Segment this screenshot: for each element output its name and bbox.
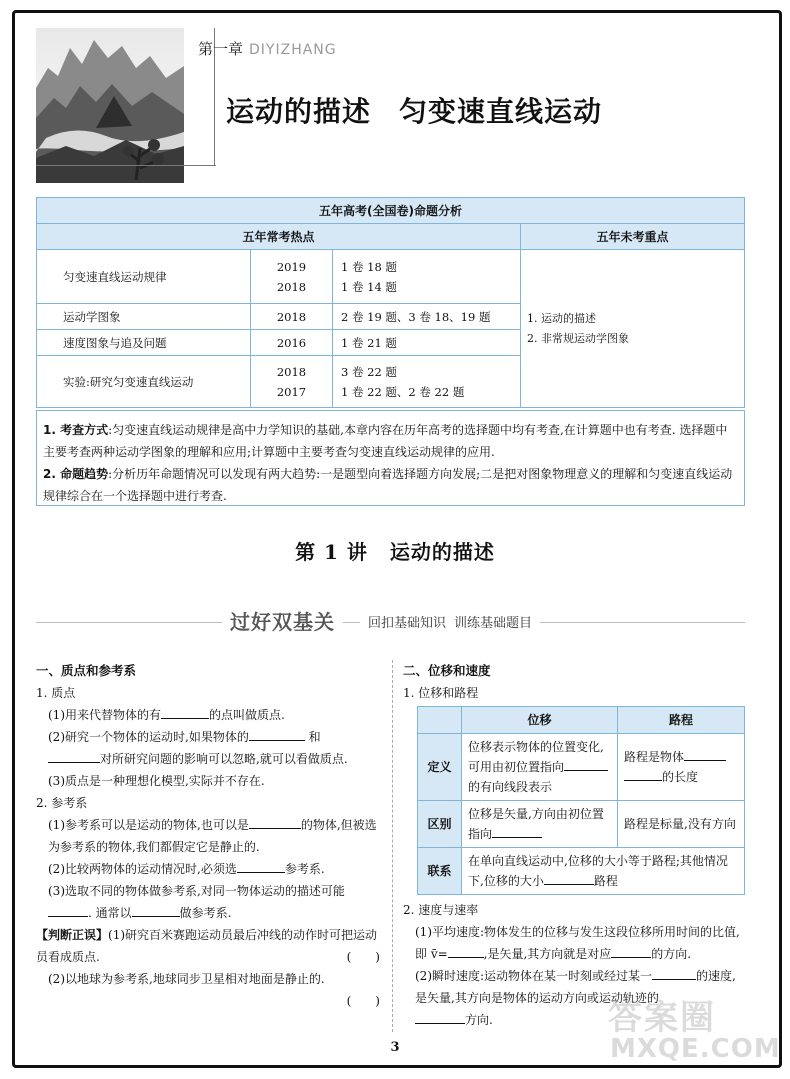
text: (2)比较两物体的运动情况时,必须选 — [48, 862, 237, 876]
text: 方向. — [465, 1013, 493, 1027]
note-trend — [43, 463, 738, 507]
fill-blank[interactable] — [564, 759, 608, 771]
paragraph — [403, 921, 745, 965]
paper-cell: 1 卷 14 题 — [341, 279, 397, 294]
answer-paren-row — [36, 990, 380, 1012]
fill-blank[interactable] — [132, 905, 180, 917]
text: 对所研究问题的影响可以忽略,就可以看做质点. — [100, 752, 348, 766]
fill-blank[interactable] — [237, 861, 285, 873]
note-text: :分析历年命题情况可以发现有两大趋势:一是题型向着选择题方向发展;二是把对图象物理意义的理解和匀变速直线运动规律综合在一个选择题中进行考查. — [43, 467, 733, 503]
text: (3)选取不同的物体做参考系,对同一物体运动的描述可能 — [48, 884, 345, 898]
paragraph — [36, 748, 380, 770]
text: 路程是标量,没有方向 — [618, 801, 745, 848]
table-row — [418, 801, 745, 848]
paragraph — [36, 858, 380, 880]
right-column — [403, 660, 745, 1031]
fill-blank[interactable] — [161, 707, 209, 719]
banner-subtitle — [360, 612, 540, 631]
row-label: 定义 — [418, 734, 462, 801]
text: ,是矢量,其方向就是对应 — [483, 947, 612, 961]
fill-blank[interactable] — [249, 729, 305, 741]
table-row — [418, 848, 745, 895]
fill-blank[interactable] — [249, 817, 301, 829]
lecture-number: 第 1 讲 — [295, 540, 368, 564]
left-column — [36, 660, 380, 1012]
fill-blank[interactable] — [652, 968, 696, 980]
watermark-logo — [600, 990, 780, 1070]
paper-cell: 1 卷 21 题 — [333, 330, 521, 356]
exam-analysis-table — [36, 197, 745, 408]
subsection-title: 1. 位移和路程 — [403, 686, 479, 700]
text: 的方向. — [651, 947, 692, 961]
text: 路程 — [593, 874, 618, 888]
analysis-notes — [36, 410, 745, 506]
section-title: 二、位移和速度 — [403, 663, 491, 678]
untested-header: 五年未考重点 — [521, 224, 745, 250]
header-path: 路程 — [618, 707, 745, 734]
text: 位移是矢量,方向由初位置指向 — [468, 807, 604, 841]
banner-title: 过好双基关 — [222, 606, 343, 635]
banner-sub2: 训练基础题目 — [454, 616, 533, 631]
year-cell: 2018 — [276, 279, 307, 294]
fill-blank[interactable] — [448, 946, 484, 958]
text: 做参考系. — [179, 906, 232, 920]
paragraph — [36, 704, 380, 726]
text: 的点叫做质点. — [209, 708, 285, 722]
answer-paren[interactable]: ( ) — [346, 994, 380, 1008]
year-cell: 2019 — [276, 259, 307, 274]
note-label: 1. 考查方式 — [43, 423, 109, 437]
hot-topics-header: 五年常考热点 — [37, 224, 521, 250]
text: (2)研究一个物体的运动时,如果物体的 — [48, 730, 249, 744]
frame-line-horizontal — [36, 165, 216, 166]
fill-blank[interactable] — [544, 873, 594, 885]
judge-label: 【判断正误】 — [36, 928, 109, 942]
text: (1)平均速度:物体发生的位移与发生这段位移所用时间的比值,即 v̄= — [415, 925, 740, 961]
text: 的速度,是矢量,其方向是物体的运动方向或运动轨迹的 — [415, 969, 736, 1005]
judge-text: (1)研究百米赛跑运动员最后冲线的动作时可把运动员看成质点. — [36, 928, 378, 964]
paper-cell: 1 卷 18 题 — [341, 259, 397, 274]
watermark-line2: MXQE.COM — [610, 1034, 781, 1064]
text: 和 — [308, 730, 321, 744]
chapter-label — [198, 38, 337, 59]
header-displacement: 位移 — [462, 707, 618, 734]
paragraph — [36, 880, 380, 924]
note-text: :匀变速直线运动规律是高中力学知识的基础,本章内容在历年高考的选择题中均有考查,在计算题中也有考查. 选择题中主要考查两种运动学图象的理解和应用;计算题中主要考查匀变速直线运动规律的应用. — [43, 423, 728, 459]
fill-blank[interactable] — [611, 946, 651, 958]
page-number: 3 — [390, 1040, 400, 1055]
subsection-title: 1. 质点 — [36, 686, 76, 700]
analysis-header: 五年高考(全国卷)命题分析 — [37, 198, 745, 224]
subsection-title: 2. 参考系 — [36, 796, 88, 810]
fill-blank[interactable] — [415, 1012, 465, 1024]
text: 在单向直线运动中,位移的大小等于路程;其他情况下,位移的大小 — [468, 854, 728, 888]
text: 位移表示物体的位置变化,可用由初位置指向 — [468, 740, 604, 774]
chapter-title — [226, 90, 602, 130]
fill-blank[interactable] — [684, 749, 726, 761]
paper-cell: 3 卷 22 题 — [341, 364, 397, 379]
paper-cell: 1 卷 22 题、2 卷 22 题 — [341, 384, 465, 399]
mountain-illustration — [36, 28, 184, 183]
topic-cell: 运动学图象 — [37, 304, 251, 330]
year-cell: 2018 — [276, 364, 307, 379]
fill-blank[interactable] — [624, 769, 662, 781]
section-title: 一、质点和参考系 — [36, 663, 137, 678]
banner-sub1: 回扣基础知识 — [368, 616, 447, 631]
fill-blank[interactable] — [48, 751, 100, 763]
topic-cell: 匀变速直线运动规律 — [37, 250, 251, 304]
year-cell: 2017 — [276, 384, 307, 399]
paragraph — [36, 726, 380, 748]
untested-focus — [521, 250, 745, 408]
focus-item: 2. 非常规运动学图象 — [527, 331, 629, 345]
topic-cell: 实验:研究匀变速直线运动 — [37, 356, 251, 408]
judge-item-1 — [36, 924, 380, 968]
text: . 通常以 — [88, 906, 132, 920]
text: 的长度 — [662, 770, 699, 784]
displacement-path-table — [417, 706, 745, 895]
fill-blank[interactable] — [492, 826, 542, 838]
watermark-line1: 答案圈 — [608, 998, 716, 1038]
topic-cell: 速度图象与追及问题 — [37, 330, 251, 356]
row-label: 联系 — [418, 848, 462, 895]
paper-cell: 2 卷 19 题、3 卷 18、19 题 — [333, 304, 521, 330]
judge-item-2 — [36, 968, 380, 990]
text: (2)瞬时速度:运动物体在某一时刻或经过某一 — [415, 969, 653, 983]
focus-item: 1. 运动的描述 — [527, 311, 596, 325]
note-label: 2. 命题趋势 — [43, 467, 109, 481]
year-cell: 2016 — [251, 330, 333, 356]
lecture-name: 运动的描述 — [389, 540, 495, 564]
corner-cell — [418, 707, 462, 734]
column-divider — [392, 660, 393, 1032]
chapter-pinyin: DIYIZHANG — [249, 42, 337, 58]
chapter-number: 第一章 — [198, 40, 244, 58]
text: (1)参考系可以是运动的物体,也可以是 — [48, 818, 249, 832]
judge-text: (2)以地球为参考系,地球同步卫星相对地面是静止的. — [48, 972, 325, 986]
paragraph — [36, 814, 380, 858]
subsection-title: 2. 速度与速率 — [403, 903, 479, 917]
fill-blank[interactable] — [48, 905, 88, 917]
row-label: 区别 — [418, 801, 462, 848]
text: 的物体,但被选为参考系的物体,我们都假定它是静止的. — [48, 818, 377, 854]
year-cell: 2018 — [251, 304, 333, 330]
text: 参考系. — [284, 862, 325, 876]
chapter-title-part2: 匀变速直线运动 — [399, 95, 603, 128]
lecture-title — [0, 536, 790, 565]
table-row — [418, 734, 745, 801]
answer-paren[interactable]: ( ) — [346, 950, 380, 964]
table-row — [37, 250, 745, 304]
note-exam-method — [43, 419, 738, 463]
text: (1)用来代替物体的有 — [48, 708, 161, 722]
paragraph: (3)质点是一种理想化模型,实际并不存在. — [48, 774, 265, 788]
chapter-title-part1: 运动的描述 — [226, 95, 372, 128]
text: 的有向线段表示 — [468, 780, 553, 794]
text: 路程是物体 — [624, 750, 685, 764]
